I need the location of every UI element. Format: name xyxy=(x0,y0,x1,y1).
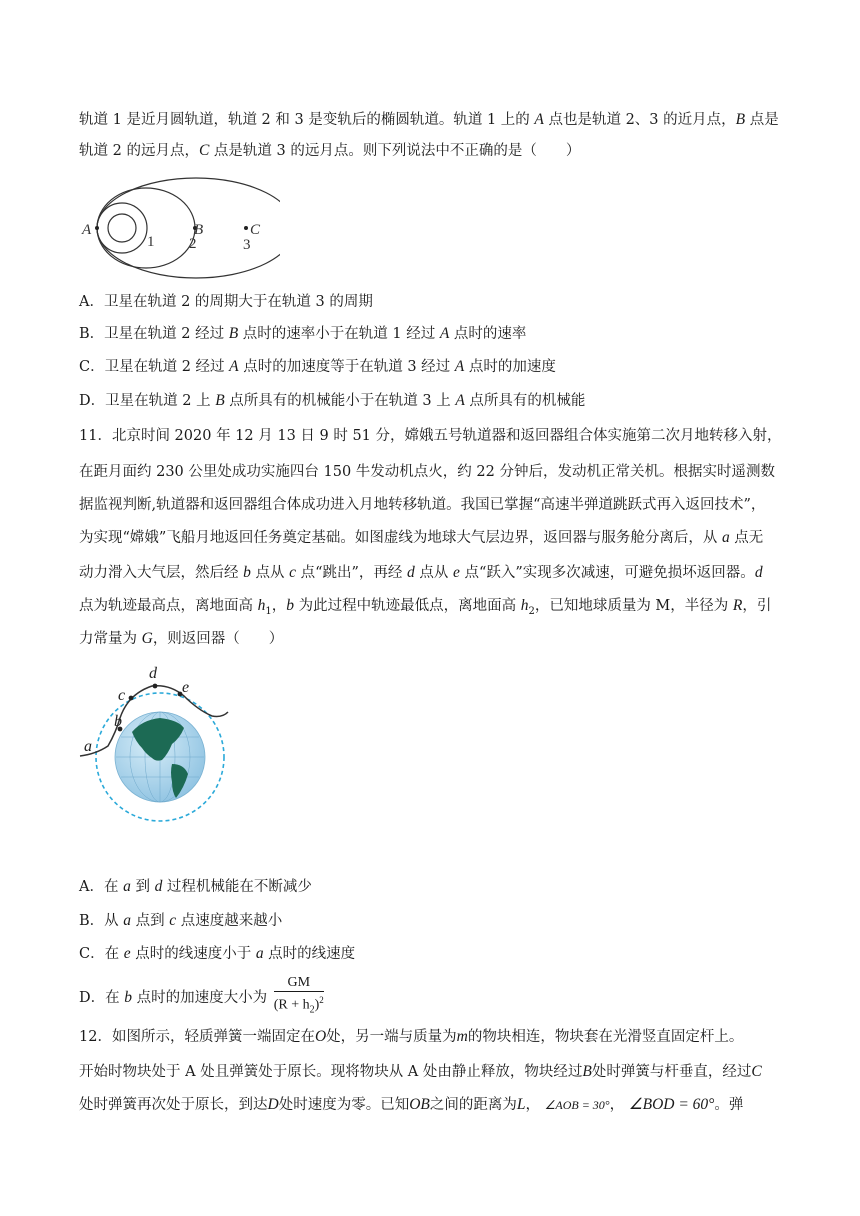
var-c: c xyxy=(169,912,177,929)
subscript: 2 xyxy=(309,1004,315,1016)
text: ，则返回器（ ） xyxy=(152,631,284,647)
var-B: B xyxy=(215,392,225,409)
text: (R + h xyxy=(273,997,310,1013)
acceleration-fraction xyxy=(274,974,324,1018)
q11-option-D xyxy=(79,976,324,1020)
text: 力常量为 xyxy=(79,631,142,647)
q10-option-B xyxy=(79,324,526,344)
q10-option-C xyxy=(79,357,556,377)
text: ， xyxy=(609,1097,625,1113)
orbit-1 xyxy=(97,203,147,253)
text: ， xyxy=(525,1097,540,1113)
var-A: A xyxy=(534,111,544,128)
var-A: A xyxy=(439,325,450,342)
q11-line-6 xyxy=(79,596,771,622)
var-OB: OB xyxy=(409,1096,430,1113)
q11-option-A xyxy=(79,877,312,897)
text: 点时的加速度等于在轨道 3 经过 xyxy=(238,359,455,375)
text: 点无 xyxy=(729,530,764,546)
text: 点为轨迹最高点，离地面高 xyxy=(79,598,258,614)
q11-option-C xyxy=(79,944,355,964)
q10-option-D xyxy=(79,391,585,411)
text: 点“跃入”实现多次减速，可避免损坏返回器。 xyxy=(459,565,755,581)
superscript: 2 xyxy=(319,995,324,1005)
var-h: h xyxy=(520,597,529,614)
var-A: A xyxy=(455,392,465,409)
text: 轨道 1 是近月圆轨道，轨道 2 和 3 是变轨后的椭圆轨道。轨道 1 上的 xyxy=(79,112,535,128)
var-a: a xyxy=(721,529,730,546)
q10-intro-line-2 xyxy=(79,141,580,161)
q11-line-3 xyxy=(79,495,765,515)
var-c: c xyxy=(289,564,296,581)
text: 点从 xyxy=(414,565,453,581)
text: C．在 xyxy=(79,946,124,962)
point-d xyxy=(153,684,158,689)
text: 据监视判断,轨道器和返回器组合体成功进入月地转移轨道。我国已掌握“高速半弹道跳跃式再入返回技术”， xyxy=(79,497,766,513)
text: 处时速度为零。已知 xyxy=(278,1097,410,1113)
q11-line-5 xyxy=(79,563,763,583)
text: 点“跳出”，再经 xyxy=(295,565,408,581)
var-L: L xyxy=(516,1096,526,1113)
var-B: B xyxy=(228,325,239,342)
text: 点是 xyxy=(745,112,779,128)
var-C: C xyxy=(198,142,210,159)
text: 点所具有的机械能小于在轨道 3 上 xyxy=(224,393,456,409)
text: ，已知地球质量为 M，半径为 xyxy=(534,598,733,614)
label-A: A xyxy=(82,222,92,238)
q11-line-7 xyxy=(79,629,283,649)
text: 点从 xyxy=(250,565,290,581)
orbit-diagram xyxy=(80,176,280,286)
var-m: m xyxy=(456,1028,468,1045)
text: 点是轨道 3 的远月点。则下列说法中不正确的是（ ） xyxy=(209,143,581,159)
text: ， xyxy=(271,598,287,614)
var-d: d xyxy=(407,564,415,581)
text: ) xyxy=(314,997,320,1013)
q11-line-1 xyxy=(79,426,782,446)
text: 到 xyxy=(130,879,155,895)
text: D．在 xyxy=(79,990,125,1007)
label-C: C xyxy=(250,222,261,238)
label-1: 1 xyxy=(147,234,155,250)
text: 12．如图所示，轻质弹簧一端固定在 xyxy=(79,1029,315,1045)
text: 之间的距离为 xyxy=(429,1097,517,1113)
text: 。弹 xyxy=(714,1097,744,1113)
text: 开始时物块处于 A 处且弹簧处于原长。现将物块从 A 处由静止释放，物块经过 xyxy=(79,1064,583,1080)
text: 的物块相连，物块套在光滑竖直固定杆上。 xyxy=(467,1029,744,1045)
q12-line-1 xyxy=(79,1027,743,1047)
label-b: b xyxy=(114,713,122,730)
moon xyxy=(108,214,136,242)
angle-BOD: ∠BOD = 60° xyxy=(628,1096,715,1113)
q11-line-4 xyxy=(79,528,763,548)
text: 处时弹簧再次处于原长，到达 xyxy=(79,1097,268,1113)
var-C: C xyxy=(751,1063,762,1080)
fraction-numerator: GM xyxy=(274,974,324,992)
var-e: e xyxy=(452,564,460,581)
var-b: b xyxy=(124,989,132,1007)
var-b: b xyxy=(286,597,294,614)
earth-trajectory-diagram xyxy=(76,662,236,832)
label-a: a xyxy=(84,738,92,755)
label-c: c xyxy=(118,687,126,704)
orbit-2 xyxy=(97,188,195,268)
var-D: D xyxy=(267,1096,279,1113)
var-B: B xyxy=(582,1063,592,1080)
var-a: a xyxy=(123,878,131,895)
text: 点到 xyxy=(131,913,170,929)
var-A: A xyxy=(454,358,465,375)
text: 点时的线速度小于 xyxy=(130,946,256,962)
var-b: b xyxy=(243,564,251,581)
q11-line-2 xyxy=(79,462,775,482)
q11-option-B xyxy=(79,911,282,931)
label-e: e xyxy=(182,679,190,696)
text: 点时的加速度大小为 xyxy=(132,990,268,1007)
angle-AOB: ∠AOB = 30° xyxy=(544,1098,610,1112)
label-3: 3 xyxy=(243,237,251,253)
q10-intro-line-1 xyxy=(79,110,779,130)
var-B: B xyxy=(735,111,746,128)
point-c xyxy=(129,696,134,701)
var-d: d xyxy=(754,564,763,581)
text: B．从 xyxy=(79,913,124,929)
text: B．卫星在轨道 2 经过 xyxy=(79,326,229,342)
subscript: 1 xyxy=(265,605,272,617)
var-e: e xyxy=(123,945,131,962)
label-2: 2 xyxy=(189,236,197,252)
fraction-denominator xyxy=(274,992,324,1018)
text: A．卫星在轨道 2 的周期大于在轨道 3 的周期 xyxy=(79,294,373,310)
subscript: 2 xyxy=(528,605,535,617)
text: 11．北京时间 2020 年 12 月 13 日 9 时 51 分，嫦娥五号轨道器和返回器组合体实施第二次月地转移入射， xyxy=(79,428,782,444)
text: A．在 xyxy=(79,879,124,895)
var-a: a xyxy=(255,945,264,962)
text: D．卫星在轨道 2 上 xyxy=(79,393,216,409)
text: 点时的加速度 xyxy=(464,359,556,375)
text: 为实现“嫦娥”飞船月地返回任务奠定基础。如图虚线为地球大气层边界，返回器与服务舱分离后，从 xyxy=(79,530,722,546)
text: 点时的线速度 xyxy=(263,946,356,962)
text: 过程机械能在不断减少 xyxy=(162,879,312,895)
q12-line-2 xyxy=(79,1062,762,1082)
text: 点速度越来越小 xyxy=(176,913,283,929)
text: 动力滑入大气层，然后经 xyxy=(79,565,244,581)
text: 点也是轨道 2、3 的近月点， xyxy=(543,112,736,128)
text: 处，另一端与质量为 xyxy=(326,1029,457,1045)
text: 点时的速率 xyxy=(449,326,527,342)
point-C xyxy=(244,226,248,230)
text: 处时弹簧与杆垂直，经过 xyxy=(591,1064,752,1080)
label-B: B xyxy=(194,222,204,238)
var-O: O xyxy=(314,1028,327,1045)
text: C．卫星在轨道 2 经过 xyxy=(79,359,230,375)
var-R: R xyxy=(732,597,743,614)
q10-option-A xyxy=(79,292,373,312)
point-A xyxy=(95,226,99,230)
text: 点所具有的机械能 xyxy=(464,393,586,409)
text: 为此过程中轨迹最低点，离地面高 xyxy=(293,598,521,614)
text: 轨道 2 的远月点， xyxy=(79,143,199,159)
var-G: G xyxy=(141,630,153,647)
text: ，引 xyxy=(742,598,772,614)
text: 点时的速率小于在轨道 1 经过 xyxy=(238,326,440,342)
q12-line-3 xyxy=(79,1095,743,1115)
text: 在距月面约 230 公里处成功实施四台 150 牛发动机点火，约 22 分钟后，发动机正常关机。根据实时遥测数 xyxy=(79,464,775,480)
var-h: h xyxy=(257,597,266,614)
var-d: d xyxy=(154,878,163,895)
label-d: d xyxy=(149,665,157,682)
var-a: a xyxy=(123,912,132,929)
var-A: A xyxy=(229,358,239,375)
